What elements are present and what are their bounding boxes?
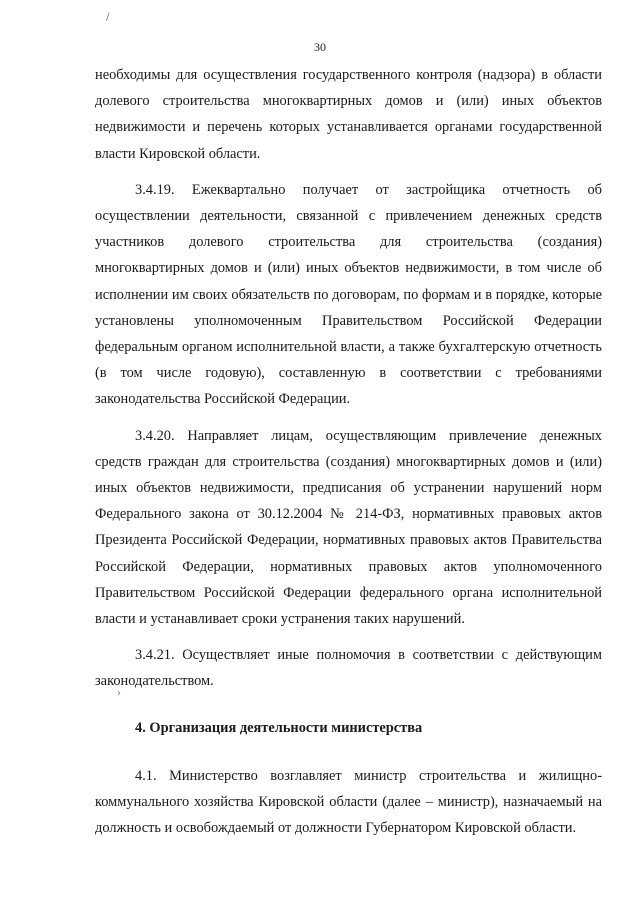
document-body	[95, 62, 602, 841]
paragraph-continuation: необходимы для осуществления государственного контроля (надзора) в области долевого строительства многоквартирных домов и (или) иных объектов недвижимости и перечень которых устанавливается органами государственной власти Кировской области.	[95, 67, 602, 162]
scan-mark: /	[106, 12, 110, 23]
paragraph-3-4-21: 3.4.21. Осуществляет иные полномочия в соответствии с действующим законодательством.	[95, 647, 602, 690]
paragraph-3-4-20: 3.4.20. Направляет лицам, осуществляющим привлечение денежных средств граждан для строительства (создания) многоквартирных домов и (или) иных объектов недвижимости, предписания об устранении нарушений норм Федерального закона от 30.12.2004 № 214-ФЗ, нормативных правовых актов Президента Российской Федерации, нормативных правовых актов Правительства Российской Федерации, нормативных правовых актов уполномоченного Правительством Российской Федерации федерального органа исполнительной власти и устанавливает сроки устранения таких нарушений.	[95, 427, 602, 628]
paragraph-3-4-19: 3.4.19. Ежеквартально получает от застройщика отчетность об осуществлении деятельности, связанной с привлечением денежных средств участников долевого строительства для строительства (создания) многоквартирных домов и (или) иных объектов недвижимости, в том числе об исполнении им своих обязательств по договорам, по формам и в порядке, которые установлены уполномоченным Правительством Российской Федерации федеральным органом исполнительной власти, а также бухгалтерскую отчетность (в том числе годовую), составленную в соответствии с требованиями законодательства Российской Федерации.	[95, 181, 602, 408]
section-heading: 4. Организация деятельности министерства	[135, 719, 423, 736]
paragraph-4-1: 4.1. Министерство возглавляет министр строительства и жилищно-коммунального хозяйства Кировской области (далее – министр), назначаемый на должность и освобождаемый от должности Губернатором Кировской области.	[95, 767, 602, 837]
scan-mark: ›	[117, 688, 121, 699]
page-number: 30	[314, 40, 326, 54]
